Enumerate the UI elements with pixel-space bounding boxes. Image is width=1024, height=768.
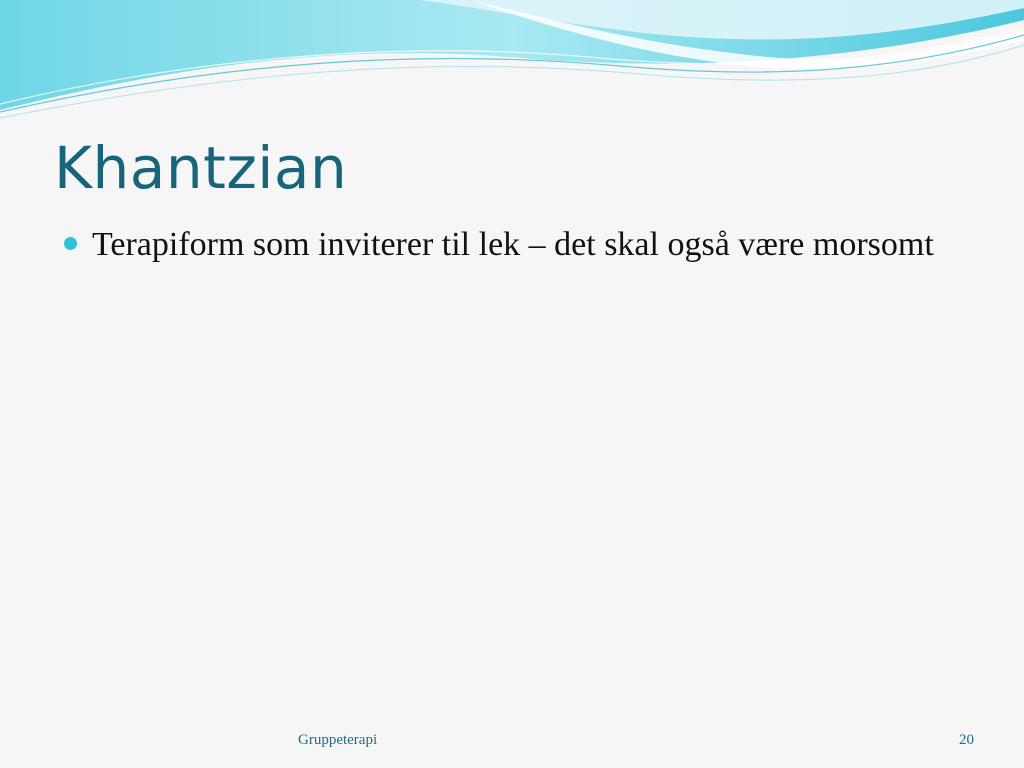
list-item [62,222,942,268]
bullet-list [62,222,942,268]
slide-number: 20 [959,732,974,748]
slide-title: Khantzian [54,134,348,202]
header-wave-decoration [0,0,1024,130]
bullet-dot-icon [64,237,77,250]
bullet-text: Terapiform som inviterer til lek – det skal også være morsomt [92,226,934,263]
slide-footer: Gruppeterapi [298,732,378,748]
